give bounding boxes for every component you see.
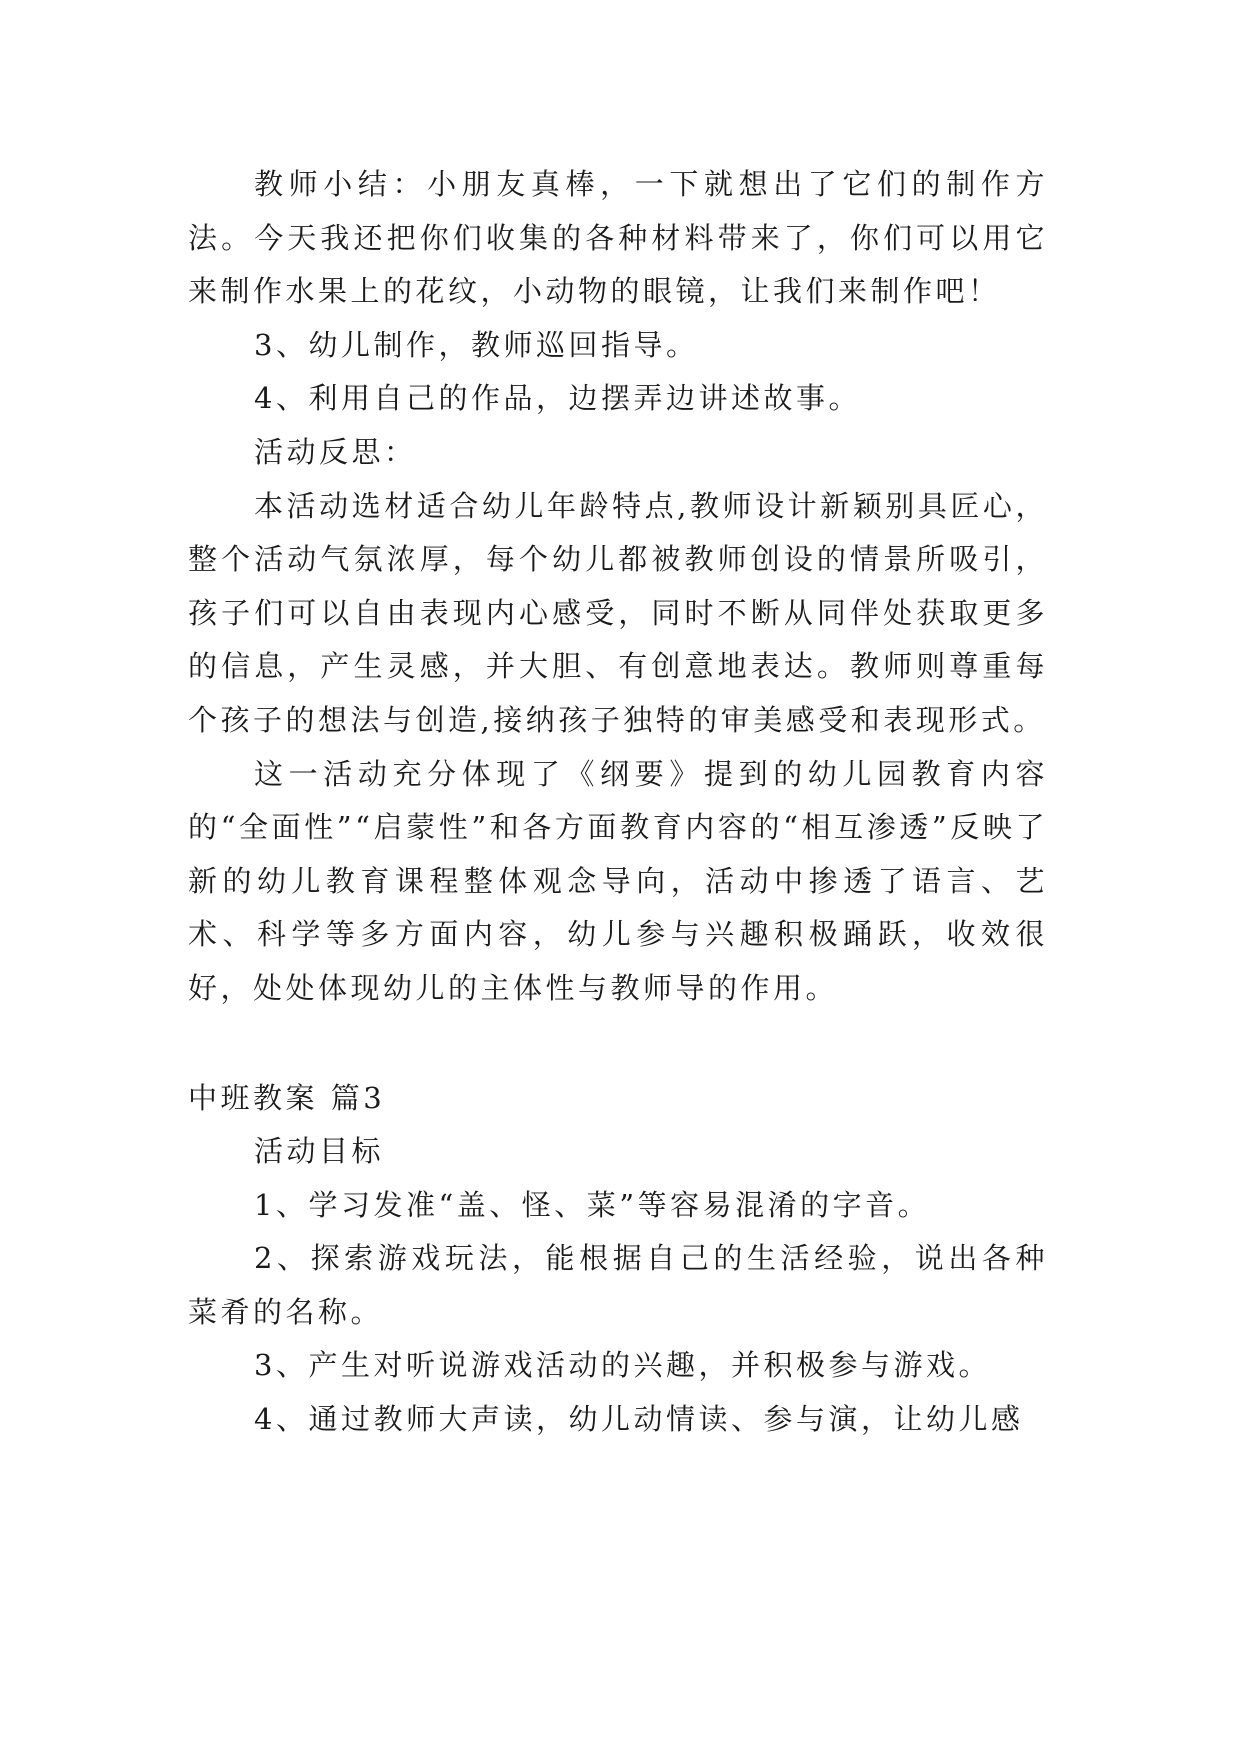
paragraph-reflection-2: 这一活动充分体现了《纲要》提到的幼儿园教育内容的“全面性”“启蒙性”和各方面教育内容的“相互渗透”反映了新的幼儿教育课程整体观念导向，活动中掺透了语言、艺术、科学等多方面内容，幼儿参与兴趣积极踊跃，收效很好，处处体现幼儿的主体性与教师导的作用。 [188,756,1048,1005]
section-title: 中班教案 篇3 [188,1080,386,1115]
document-body [188,158,1048,1447]
paragraph-teacher-summary: 教师小结：小朋友真棒，一下就想出了它们的制作方法。今天我还把你们收集的各种材料带来了，你们可以用它来制作水果上的花纹，小动物的眼镜，让我们来制作吧！ [188,167,1048,309]
paragraph-step-4: 4、利用自己的作品，边摆弄边讲述故事。 [254,381,861,416]
goal-item-3: 3、产生对听说游戏活动的兴趣，并积极参与游戏。 [254,1348,991,1383]
section-spacer [188,1016,1048,1072]
heading-activity-goals: 活动目标 [254,1134,385,1169]
goal-item-2: 2、探索游戏玩法，能根据自己的生活经验，说出各种菜肴的名称。 [188,1241,1048,1329]
goal-item-1: 1、学习发准“盖、怪、菜”等容易混淆的字音。 [254,1187,931,1222]
goal-item-4: 4、通过教师大声读，幼儿动情读、参与演，让幼儿感 [254,1402,1024,1437]
heading-activity-reflection: 活动反思： [254,434,417,469]
paragraph-step-3: 3、幼儿制作，教师巡回指导。 [254,327,699,362]
paragraph-reflection-1: 本活动选材适合幼儿年龄特点,教师设计新颖别具匠心，整个活动气氛浓厚，每个幼儿都被教师创设的情景所吸引，孩子们可以自由表现内心感受，同时不断从同伴处获取更多的信息，产生灵感，并大胆、有创意地表达。教师则尊重每个孩子的想法与创造,接纳孩子独特的审美感受和表现形式。 [188,488,1048,737]
